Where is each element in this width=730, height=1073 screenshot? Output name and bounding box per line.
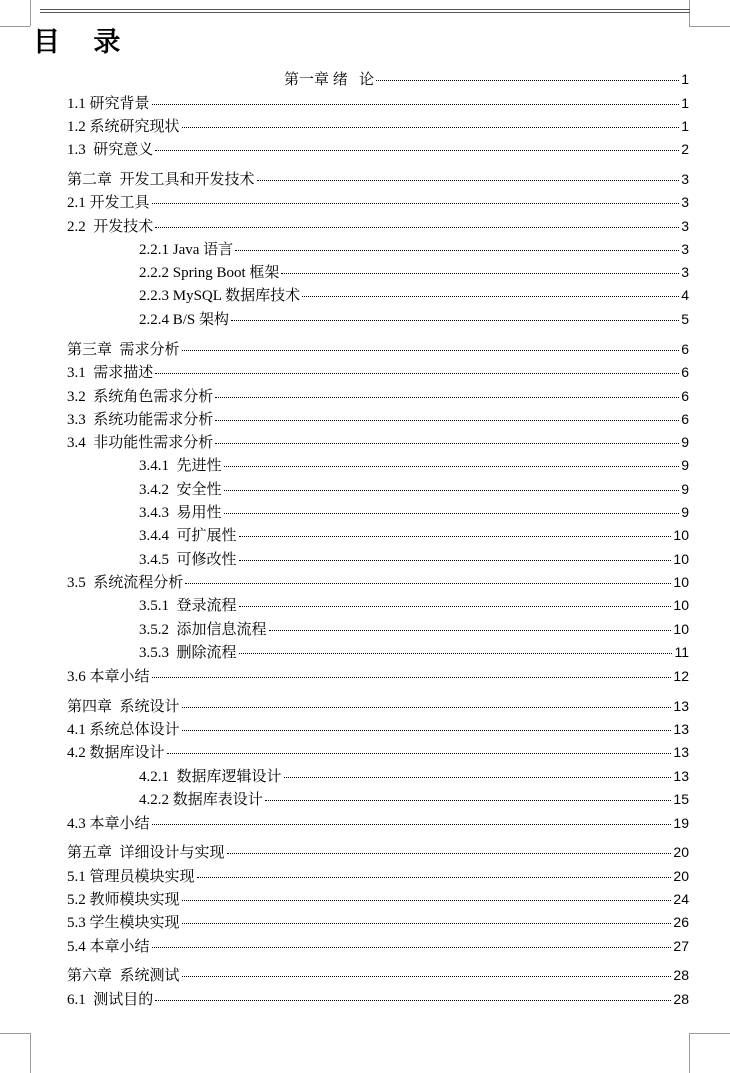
toc-entry-label: 3.4.1 先进性 [139, 458, 222, 474]
toc-entry-page-number: 28 [673, 967, 689, 983]
toc-entry-page-number: 10 [673, 574, 689, 590]
toc-entry[interactable] [67, 936, 689, 956]
toc-entry-page-number: 13 [673, 721, 689, 737]
toc-entry-page-number: 3 [681, 171, 689, 187]
toc-entry-page-number: 11 [674, 644, 689, 660]
toc-entry[interactable] [139, 455, 689, 475]
toc-entry-page-number: 6 [681, 411, 689, 427]
toc-leader-dots [182, 730, 672, 731]
toc-entry-label: 1.1 研究背景 [67, 96, 150, 112]
toc-entry-page-number: 1 [681, 95, 689, 111]
toc-leader-dots [155, 373, 679, 374]
toc-leader-dots [155, 150, 679, 151]
toc-entry-label: 4.2 数据库设计 [67, 745, 165, 761]
toc-leader-dots [182, 127, 680, 128]
toc-entry[interactable] [139, 525, 689, 545]
toc-entry[interactable] [67, 842, 689, 862]
toc-entry-page-number: 13 [673, 744, 689, 760]
toc-leader-dots [197, 877, 672, 878]
toc-entry[interactable] [67, 813, 689, 833]
toc-leader-dots [227, 853, 672, 854]
toc-leader-dots [284, 777, 672, 778]
toc-leader-dots [182, 707, 672, 708]
toc-entry-page-number: 20 [673, 868, 689, 884]
header-rule-secondary [40, 12, 690, 13]
toc-entry-label: 3.4.2 安全性 [139, 482, 222, 498]
toc-entry-label: 第二章 开发工具和开发技术 [67, 172, 255, 188]
toc-entry-page-number: 13 [673, 768, 689, 784]
toc-entry-label: 3.5.2 添加信息流程 [139, 622, 267, 638]
toc-entry-label: 3.4.4 可扩展性 [139, 528, 237, 544]
toc-entry-label: 1.2 系统研究现状 [67, 119, 180, 135]
toc-leader-dots [215, 397, 679, 398]
toc-entry-page-number: 3 [681, 218, 689, 234]
toc-entry[interactable] [67, 696, 689, 716]
toc-entry-label: 3.3 系统功能需求分析 [67, 412, 214, 428]
toc-leader-dots [224, 513, 680, 514]
toc-leader-dots [281, 273, 679, 274]
toc-entry-label: 2.2.3 MySQL 数据库技术 [139, 288, 301, 304]
toc-entry[interactable] [139, 502, 689, 522]
toc-entry[interactable] [139, 642, 689, 662]
toc-entry-label: 4.2.1 数据库逻辑设计 [139, 769, 282, 785]
toc-leader-dots [215, 443, 679, 444]
page-title: 目 录 [33, 27, 133, 58]
toc-entry-label: 3.4.5 可修改性 [139, 552, 237, 568]
toc-entry-page-number: 9 [681, 481, 689, 497]
toc-leader-dots [239, 653, 673, 654]
toc-leader-dots [152, 947, 672, 948]
toc-leader-dots [155, 1000, 671, 1001]
toc-leader-dots [257, 180, 680, 181]
toc-entry-label: 5.2 教师模块实现 [67, 892, 180, 908]
toc-entry[interactable] [139, 239, 689, 259]
toc-entry[interactable] [67, 386, 689, 406]
toc-entry-page-number: 1 [681, 71, 689, 87]
toc-leader-dots [155, 227, 679, 228]
toc-entry-label: 第四章 系统设计 [67, 699, 180, 715]
toc-leader-dots [376, 80, 679, 81]
toc-entry-page-number: 10 [673, 597, 689, 613]
toc-entry-page-number: 1 [681, 118, 689, 134]
toc-entry-page-number: 5 [681, 311, 689, 327]
toc-entry-page-number: 13 [673, 698, 689, 714]
toc-entry-page-number: 20 [673, 844, 689, 860]
toc-entry[interactable] [67, 362, 689, 382]
toc-entry-page-number: 3 [681, 194, 689, 210]
toc-entry-page-number: 4 [681, 287, 689, 303]
toc-entry-label: 第六章 系统测试 [67, 968, 180, 984]
toc-entry-page-number: 27 [673, 938, 689, 954]
toc-leader-dots [224, 490, 680, 491]
toc-leader-dots [152, 677, 672, 678]
toc-entry-label: 3.1 需求描述 [67, 365, 154, 381]
toc-entry-page-number: 9 [681, 457, 689, 473]
toc-entry[interactable] [67, 216, 689, 236]
toc-entry-label: 5.4 本章小结 [67, 939, 150, 955]
toc-leader-dots [239, 606, 672, 607]
toc-entry[interactable] [139, 789, 689, 809]
toc-entry-label: 3.5.3 删除流程 [139, 645, 237, 661]
toc-entry-label: 2.1 开发工具 [67, 195, 150, 211]
toc-entry-page-number: 15 [673, 791, 689, 807]
toc-entry[interactable] [67, 719, 689, 739]
toc-entry-label: 2.2.2 Spring Boot 框架 [139, 265, 280, 281]
toc-leader-dots [231, 320, 679, 321]
toc-entry-page-number: 10 [673, 527, 689, 543]
toc-entry-label: 3.5 系统流程分析 [67, 575, 184, 591]
toc-leader-dots [302, 296, 679, 297]
toc-entry[interactable] [67, 889, 689, 909]
toc-leader-dots [152, 203, 680, 204]
toc-leader-dots [215, 420, 679, 421]
toc-entry-page-number: 6 [681, 364, 689, 380]
toc-entry-label: 5.3 学生模块实现 [67, 915, 180, 931]
toc-entry[interactable] [67, 139, 689, 159]
toc-entry-page-number: 10 [673, 621, 689, 637]
toc-entry[interactable] [139, 262, 689, 282]
toc-entry[interactable] [67, 572, 689, 592]
toc-leader-dots [239, 560, 672, 561]
toc-entry-page-number: 9 [681, 434, 689, 450]
toc-entry-label: 2.2.1 Java 语言 [139, 242, 234, 258]
toc-entry[interactable] [67, 339, 689, 359]
toc-entry[interactable] [139, 595, 689, 615]
toc-entry-label: 4.3 本章小结 [67, 816, 150, 832]
toc-entry-page-number: 6 [681, 388, 689, 404]
toc-entry-page-number: 2 [681, 141, 689, 157]
toc-leader-dots [152, 824, 672, 825]
toc-entry[interactable] [67, 866, 689, 886]
toc-entry-label: 3.4 非功能性需求分析 [67, 435, 214, 451]
toc-entry[interactable] [284, 69, 689, 89]
toc-entry[interactable] [67, 989, 689, 1009]
toc-entry[interactable] [67, 742, 689, 762]
toc-entry[interactable] [67, 169, 689, 189]
toc-entry[interactable] [139, 766, 689, 786]
toc-entry-page-number: 28 [673, 991, 689, 1007]
toc-leader-dots [265, 800, 672, 801]
toc-leader-dots [182, 923, 672, 924]
toc-entry-label: 4.1 系统总体设计 [67, 722, 180, 738]
toc-entry-page-number: 3 [681, 241, 689, 257]
toc-entry-label: 第五章 详细设计与实现 [67, 845, 225, 861]
toc-leader-dots [182, 976, 672, 977]
toc-entry[interactable] [139, 309, 689, 329]
toc-entry-label: 3.5.1 登录流程 [139, 598, 237, 614]
toc-leader-dots [182, 350, 680, 351]
toc-leader-dots [167, 753, 672, 754]
toc-entry-label: 第一章 绪 论 [284, 72, 375, 88]
toc-entry-label: 4.2.2 数据库表设计 [139, 792, 263, 808]
toc-entry-label: 5.1 管理员模块实现 [67, 869, 195, 885]
toc-entry-page-number: 3 [681, 264, 689, 280]
toc-entry[interactable] [67, 116, 689, 136]
toc-entry[interactable] [67, 432, 689, 452]
toc-entry[interactable] [67, 965, 689, 985]
toc-leader-dots [239, 536, 672, 537]
toc-entry[interactable] [67, 912, 689, 932]
toc-entry-page-number: 24 [673, 891, 689, 907]
toc-entry[interactable] [139, 619, 689, 639]
toc-leader-dots [182, 900, 672, 901]
toc-entry[interactable] [67, 192, 689, 212]
toc-entry-label: 3.4.3 易用性 [139, 505, 222, 521]
toc-entry[interactable] [67, 409, 689, 429]
toc-entry[interactable] [139, 479, 689, 499]
toc-entry[interactable] [67, 666, 689, 686]
toc-leader-dots [224, 466, 680, 467]
toc-entry-page-number: 26 [673, 914, 689, 930]
toc-leader-dots [185, 583, 671, 584]
toc-entry[interactable] [139, 285, 689, 305]
toc-entry-page-number: 19 [673, 815, 689, 831]
toc-entry-page-number: 9 [681, 504, 689, 520]
toc-entry-label: 2.2 开发技术 [67, 219, 154, 235]
toc-leader-dots [152, 104, 680, 105]
toc-entry-label: 2.2.4 B/S 架构 [139, 312, 230, 328]
toc-leader-dots [269, 630, 672, 631]
toc-entry-page-number: 6 [681, 341, 689, 357]
toc-entry-label: 1.3 研究意义 [67, 142, 154, 158]
toc-entry-label: 第三章 需求分析 [67, 342, 180, 358]
toc-entry-page-number: 10 [673, 551, 689, 567]
toc-entry-page-number: 12 [673, 668, 689, 684]
toc-entry-label: 3.2 系统角色需求分析 [67, 389, 214, 405]
toc-entry[interactable] [139, 549, 689, 569]
toc-entry-label: 3.6 本章小结 [67, 669, 150, 685]
header-rule [40, 9, 690, 10]
toc-entry-label: 6.1 测试目的 [67, 992, 154, 1008]
toc-entry[interactable] [67, 93, 689, 113]
toc-leader-dots [235, 250, 679, 251]
